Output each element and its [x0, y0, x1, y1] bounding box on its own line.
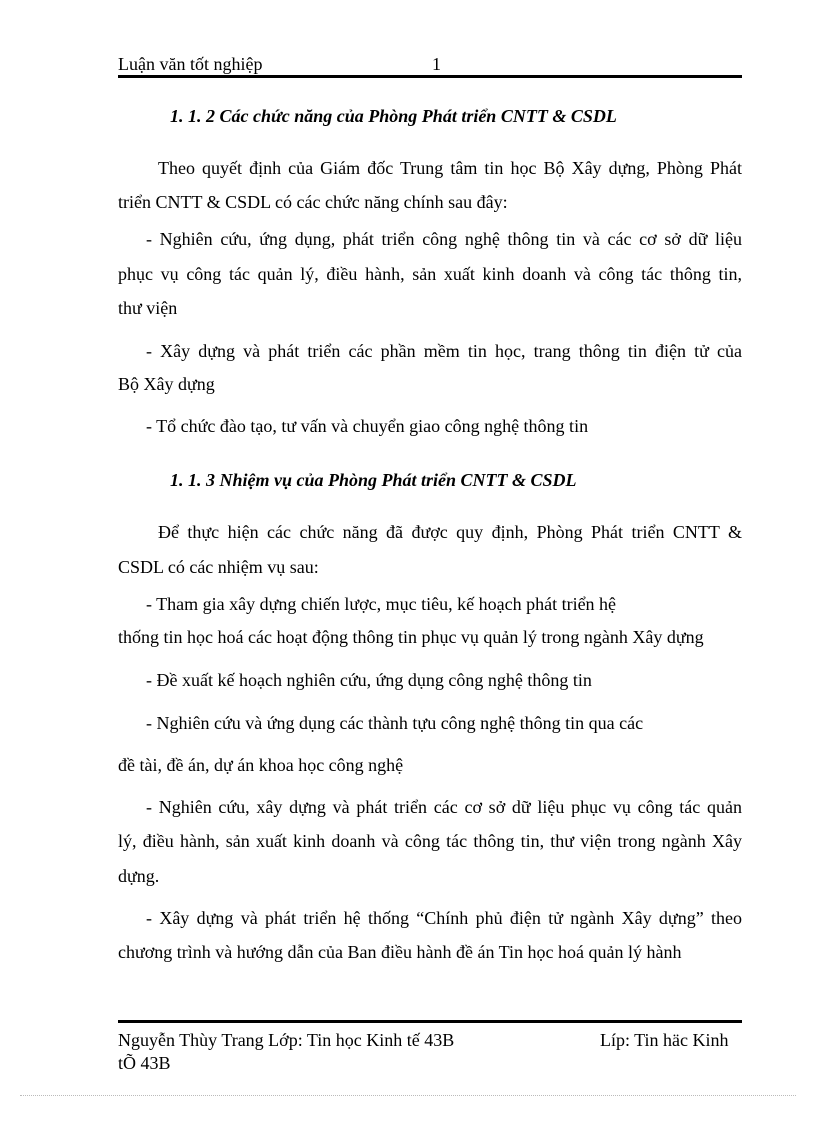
paragraph-line: Theo quyết định của Giám đốc Trung tâm tin học Bộ Xây dựng, Phòng Phát: [158, 158, 742, 178]
bullet-item: - Xây dựng và phát triển các phần mềm tin học, trang thông tin điện tử của: [146, 341, 742, 361]
bullet-item: - Xây dựng và phát triển hệ thống “Chính phủ điện tử ngành Xây dựng” theo: [146, 908, 742, 928]
bullet-item: - Nghiên cứu và ứng dụng các thành tựu công nghệ thông tin qua các: [146, 713, 644, 733]
section-heading-functions: 1. 1. 2 Các chức năng của Phòng Phát triển CNTT & CSDL: [170, 106, 617, 126]
paragraph-line: CSDL có các nhiệm vụ sau:: [118, 557, 319, 577]
footer-author-class: Nguyễn Thùy Trang Lớp: Tin học Kinh tế 43B: [118, 1030, 455, 1050]
bullet-continuation: thống tin học hoá các hoạt động thông tin phục vụ quản lý trong ngành Xây dựng: [118, 627, 704, 647]
header-title: Luận văn tốt nghiệp: [118, 54, 263, 74]
section-heading-duties: 1. 1. 3 Nhiệm vụ của Phòng Phát triển CNTT & CSDL: [170, 470, 577, 490]
bullet-continuation: đề tài, đề án, dự án khoa học công nghệ: [118, 755, 404, 775]
bullet-item: - Nghiên cứu, xây dựng và phát triển các cơ sở dữ liệu phục vụ công tác quản: [146, 797, 742, 817]
paragraph-line: triển CNTT & CSDL có các chức năng chính sau đây:: [118, 192, 508, 212]
bullet-continuation: Bộ Xây dựng: [118, 374, 215, 394]
page-edge-divider: [20, 1095, 796, 1096]
page-number: 1: [432, 54, 441, 74]
bullet-item: - Tổ chức đào tạo, tư vấn và chuyển giao công nghệ thông tin: [146, 416, 589, 436]
paragraph-line: Để thực hiện các chức năng đã được quy định, Phòng Phát triển CNTT &: [158, 522, 742, 542]
bullet-continuation: thư viện: [118, 298, 178, 318]
footer-class-continuation: tÕ 43B: [118, 1053, 171, 1073]
header-rule: [118, 75, 742, 78]
bullet-item: - Đề xuất kế hoạch nghiên cứu, ứng dụng công nghệ thông tin: [146, 670, 592, 690]
bullet-continuation: lý, điều hành, sản xuất kinh doanh và công tác thông tin, thư viện trong ngành Xây: [118, 831, 742, 851]
footer-class-label: Líp: Tin häc Kinh: [600, 1030, 729, 1050]
bullet-item: - Nghiên cứu, ứng dụng, phát triển công nghệ thông tin và các cơ sở dữ liệu: [146, 229, 742, 249]
footer-rule: [118, 1020, 742, 1023]
bullet-continuation: phục vụ công tác quản lý, điều hành, sản xuất kinh doanh và công tác thông tin,: [118, 264, 742, 284]
bullet-continuation: chương trình và hướng dẫn của Ban điều hành đề án Tin học hoá quản lý hành: [118, 942, 682, 962]
bullet-item: - Tham gia xây dựng chiến lược, mục tiêu, kế hoạch phát triển hệ: [146, 594, 617, 614]
bullet-continuation: dựng.: [118, 866, 160, 886]
